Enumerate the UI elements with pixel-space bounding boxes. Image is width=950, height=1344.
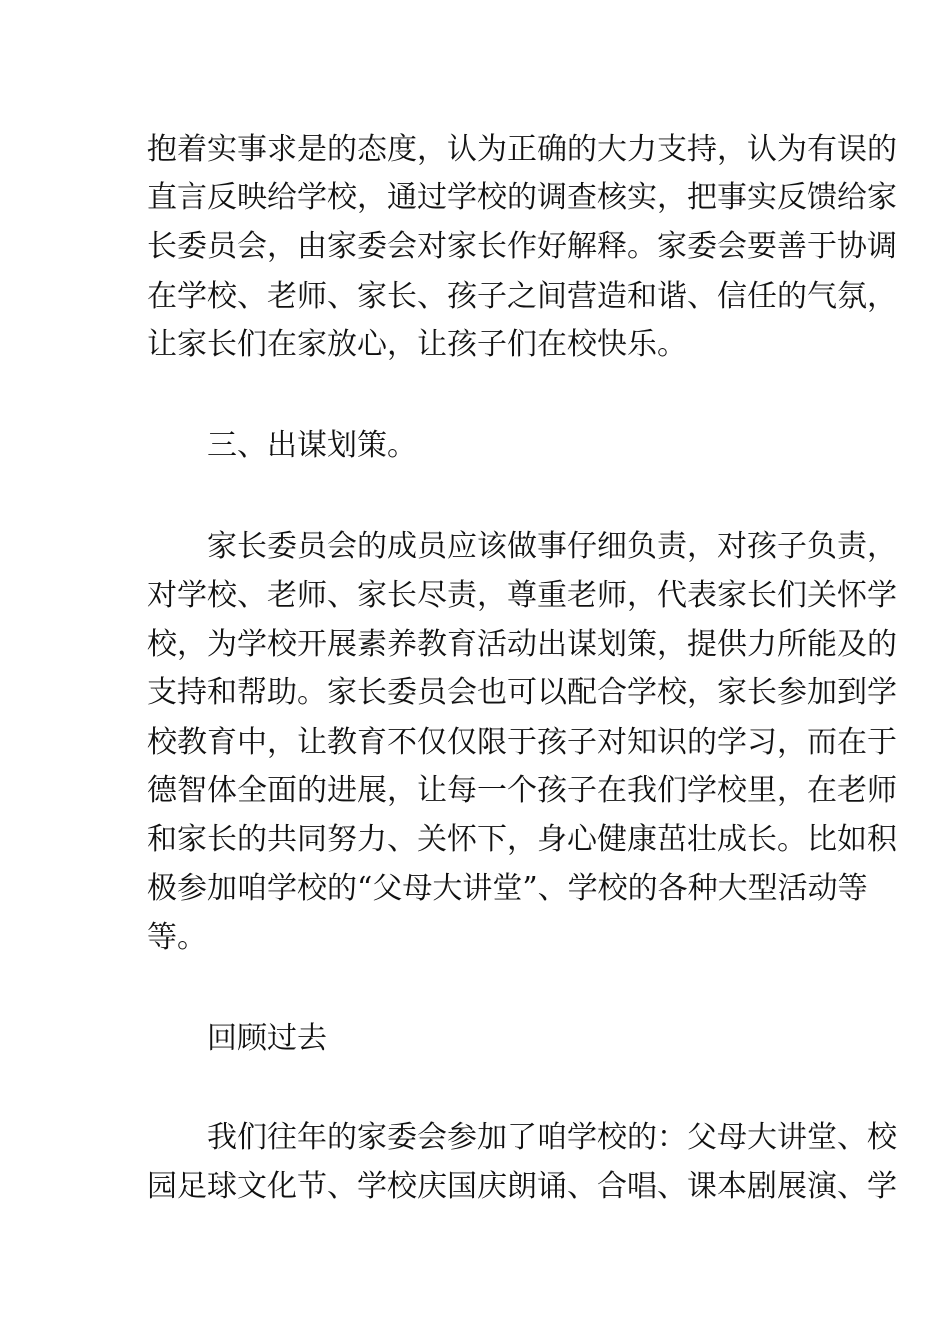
paragraph-2-line-7: 和家长的共同努力、关怀下，身心健康茁壮成长。比如积 <box>147 822 897 857</box>
paragraph-2-line-2: 对学校、老师、家长尽责，尊重老师，代表家长们关怀学 <box>147 578 897 613</box>
review-heading: 回顾过去 <box>207 1021 327 1056</box>
paragraph-2-line-3: 校，为学校开展素养教育活动出谋划策，提供力所能及的 <box>147 627 897 662</box>
section-heading-3: 三、出谋划策。 <box>207 428 417 463</box>
paragraph-1-line-5: 让家长们在家放心，让孩子们在校快乐。 <box>147 327 687 362</box>
paragraph-2-line-5: 校教育中，让教育不仅仅限于孩子对知识的学习，而在于 <box>147 725 897 760</box>
paragraph-1-line-1: 抱着实事求是的态度，认为正确的大力支持，认为有误的 <box>147 132 897 167</box>
paragraph-1-line-2: 直言反映给学校，通过学校的调查核实，把事实反馈给家 <box>147 180 897 215</box>
paragraph-2-line-4: 支持和帮助。家长委员会也可以配合学校，家长参加到学 <box>147 675 897 710</box>
paragraph-2-line-1: 家长委员会的成员应该做事仔细负责，对孩子负责， <box>207 529 897 564</box>
paragraph-2-line-8: 极参加咱学校的“父母大讲堂”、学校的各种大型活动等 <box>147 871 868 906</box>
paragraph-3-line-1: 我们往年的家委会参加了咱学校的：父母大讲堂、校 <box>207 1120 897 1155</box>
paragraph-2-line-9: 等。 <box>147 920 207 955</box>
paragraph-1-line-4: 在学校、老师、家长、孩子之间营造和谐、信任的气氛， <box>147 279 897 314</box>
paragraph-3-line-2: 园足球文化节、学校庆国庆朗诵、合唱、课本剧展演、学 <box>147 1169 897 1204</box>
paragraph-2-line-6: 德智体全面的进展，让每一个孩子在我们学校里，在老师 <box>147 773 897 808</box>
paragraph-1-line-3: 长委员会，由家委会对家长作好解释。家委会要善于协调 <box>147 229 897 264</box>
